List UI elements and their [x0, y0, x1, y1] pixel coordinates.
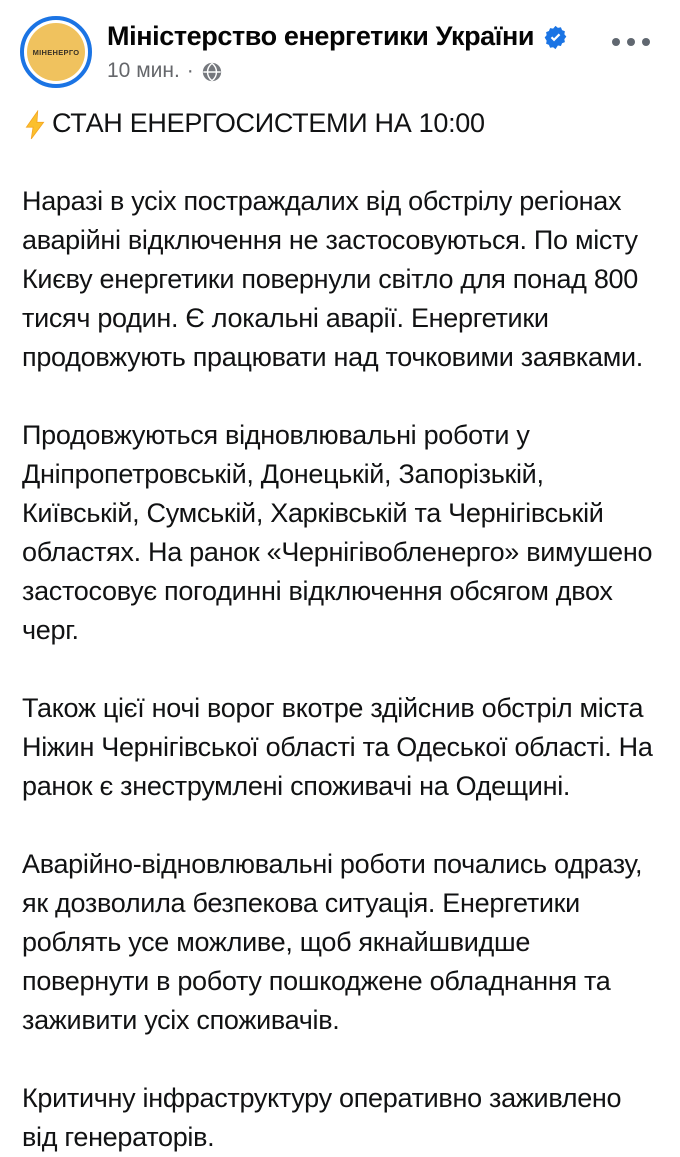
post-meta — [107, 59, 568, 83]
post-header — [0, 0, 680, 94]
page-name-link[interactable]: Міністерство енергетики України — [107, 21, 535, 51]
post-body — [0, 94, 680, 1157]
globe-public-icon — [201, 61, 223, 83]
lightning-icon — [22, 110, 48, 140]
header-info — [107, 16, 568, 83]
avatar-label: МІНЕНЕРГО — [32, 47, 80, 57]
post-paragraph: Продовжуються відновлювальні роботи у Дніпропетровській, Донецькій, Запорізькій, Київській, Сумській, Харківській та Чернігівській областях. На ранок «Чернігівобленерго» вимушено застосовує погодинні відключення обсягом двох черг. — [22, 420, 653, 645]
headline-text: СТАН ЕНЕРГОСИСТЕМИ НА 10:00 — [52, 108, 485, 138]
post-paragraph: Наразі в усіх постраждалих від обстрілу регіонах аварійні відключення не застосовуються. По місту Києву енергетики повернули світло для понад 800 тисяч родин. Є локальні аварії. Енергетики продовжують працювати над точковими заявками. — [22, 186, 643, 372]
post-timestamp[interactable]: 10 мин. — [107, 59, 180, 82]
post-paragraph: Аварійно-відновлювальні роботи почались одразу, як дозволила безпекова ситуація. Енергетики роблять усе можливе, щоб якнайшвидше повернути в роботу пошкоджене обладнання та заживити усіх споживачів. — [22, 849, 643, 1035]
post-headline — [22, 104, 660, 143]
verified-badge-icon — [543, 25, 568, 50]
meta-separator: · — [186, 59, 194, 82]
post-options-ellipsis-icon[interactable] — [608, 34, 654, 50]
post-paragraph: Критичну інфраструктуру оперативно заживлено від генераторів. — [22, 1083, 622, 1152]
avatar-image — [27, 23, 85, 81]
post-paragraph: Також цієї ночі ворог вкотре здійснив обстріл міста Ніжин Чернігівської області та Одеської області. На ранок є знеструмлені споживачі на Одещині. — [22, 693, 653, 801]
page-avatar[interactable] — [20, 16, 92, 88]
